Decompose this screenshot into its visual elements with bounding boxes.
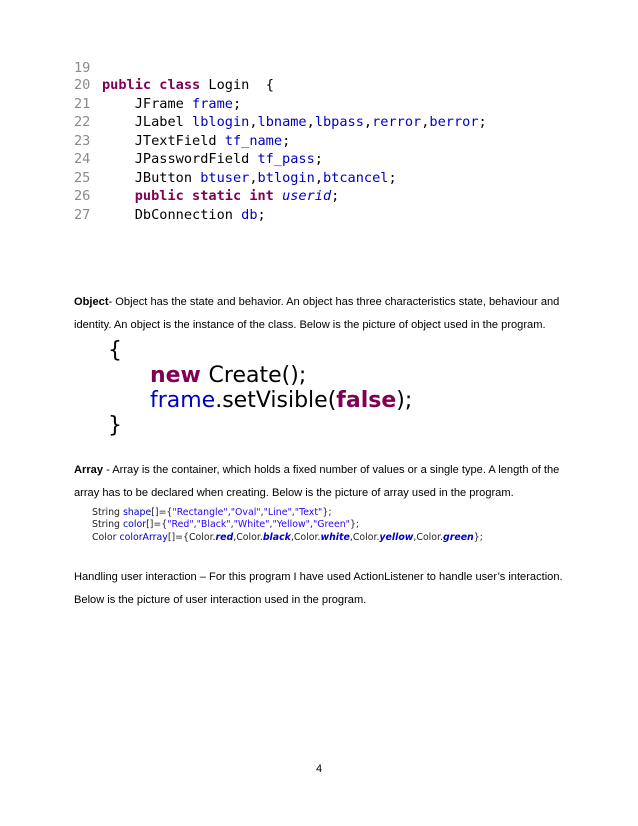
code-token: userid: [282, 188, 332, 204]
code-line: [108, 388, 412, 413]
object-heading: Object: [74, 296, 109, 308]
line-number: 21: [74, 95, 91, 112]
code-token: btuser: [200, 169, 250, 186]
object-paragraph: [74, 291, 574, 337]
code-token: yellow: [379, 531, 414, 543]
code-line: [74, 150, 487, 169]
code-line: [74, 169, 487, 188]
line-number: 24: [74, 151, 91, 167]
code-token: black: [262, 531, 291, 543]
code-snippet-array: [92, 507, 483, 544]
line-number: 23: [74, 132, 91, 149]
interaction-paragraph: [74, 566, 574, 612]
code-token: ,: [269, 519, 273, 531]
code-token: "Rectangle": [172, 507, 228, 518]
array-text: - Array is the container, which holds a fixed number of values or a single type. A length of the array has to be declared when creating. Below is the picture of array used in the program.: [74, 464, 560, 499]
code-snippet-object: [108, 338, 412, 438]
code-token: ,: [306, 114, 315, 130]
code-line: [92, 507, 483, 519]
code-token: "Line": [263, 507, 292, 518]
code-token: white: [320, 531, 350, 543]
code-token: rerror: [372, 114, 422, 130]
code-token: ,Color.: [349, 531, 380, 543]
code-line: [74, 187, 487, 206]
code-line: [74, 76, 487, 95]
code-token: ,Color.: [413, 531, 443, 543]
object-text: - Object has the state and behavior. An object has three characteristics state, behaviour and identity. An object is the instance of the class. Below is the picture of object used in the program.: [74, 296, 560, 331]
code-token: lbname: [257, 114, 307, 130]
code-line: [74, 206, 487, 225]
code-token: "Red": [167, 519, 194, 531]
code-token: ,: [363, 114, 373, 130]
code-token: ;: [331, 188, 340, 204]
code-token: ;: [388, 169, 397, 186]
code-token: db: [241, 206, 258, 223]
code-token: ;: [478, 114, 487, 130]
code-token: "Green": [312, 519, 350, 531]
code-token: shape: [122, 507, 152, 518]
code-token: tf_name: [224, 132, 283, 149]
code-token: ,Color.: [290, 531, 321, 543]
code-token: ,: [193, 519, 197, 531]
code-token: red: [215, 531, 234, 543]
line-number: 25: [74, 169, 91, 186]
code-lines: [92, 507, 483, 544]
code-token: "Black": [196, 519, 231, 531]
code-lines: [108, 338, 412, 438]
code-token: lbpass: [314, 114, 364, 130]
code-token: ,Color.: [233, 531, 263, 543]
code-token: public class: [102, 77, 209, 93]
code-token: green: [443, 531, 474, 543]
code-token: JTextField: [102, 132, 225, 149]
array-heading: Array: [74, 464, 103, 476]
code-line: [92, 532, 483, 544]
code-token: frame: [192, 95, 233, 112]
code-token: ,: [291, 507, 295, 518]
code-token: []={Color.: [167, 531, 216, 543]
code-token: "Oval": [230, 507, 261, 518]
code-token: btcancel: [323, 169, 389, 186]
code-token: Login {: [208, 77, 274, 93]
array-paragraph: [74, 459, 574, 505]
code-line: [74, 132, 487, 151]
code-token: new: [149, 363, 209, 388]
code-token: JButton: [102, 169, 201, 186]
code-token: ,: [227, 507, 231, 518]
code-token: frame: [149, 388, 216, 413]
code-line: [92, 519, 483, 531]
code-token: ;: [257, 206, 266, 223]
code-token: "White": [233, 519, 270, 531]
code-token: colorArray: [119, 531, 168, 543]
interaction-text: Handling user interaction – For this program I have used ActionListener to handle user’s interaction. Below is the picture of user interaction used in the program.: [74, 571, 563, 606]
code-token: [108, 363, 150, 388]
code-token: ,: [421, 114, 430, 130]
line-number: 22: [74, 114, 91, 130]
code-token: [108, 388, 150, 413]
code-token: Create();: [208, 363, 307, 388]
code-token: ,: [314, 169, 323, 186]
code-token: "Text": [294, 507, 323, 518]
cut-line-number: 19: [74, 62, 91, 74]
code-token: "Yellow": [272, 519, 310, 531]
line-number: 27: [74, 206, 91, 223]
code-token: ;: [232, 95, 242, 112]
code-token: public static int: [102, 188, 283, 204]
code-token: JFrame: [102, 95, 193, 112]
code-token: lblogin: [192, 114, 250, 130]
code-token: };: [349, 519, 360, 531]
code-token: ,: [230, 519, 234, 531]
code-line: [108, 363, 412, 388]
code-token: DbConnection: [102, 206, 242, 223]
code-token: ,: [249, 114, 258, 130]
code-token: ;: [314, 151, 323, 167]
code-token: ,: [249, 169, 258, 186]
code-token: );: [396, 388, 413, 413]
code-line: [74, 95, 487, 114]
code-line: [108, 338, 412, 363]
code-line: [74, 113, 487, 132]
code-token: }: [108, 413, 122, 438]
code-token: ,: [309, 519, 313, 531]
code-token: String: [92, 519, 123, 531]
code-token: []={: [151, 507, 173, 518]
code-token: tf_pass: [257, 151, 315, 167]
code-lines: [74, 76, 487, 224]
code-token: []={: [146, 519, 168, 531]
code-token: false: [336, 388, 397, 413]
line-number: 26: [74, 188, 91, 204]
code-token: color: [122, 519, 147, 531]
code-token: };: [473, 531, 483, 543]
code-snippet-login-class: [74, 62, 487, 224]
line-number: 20: [74, 77, 91, 93]
code-token: {: [108, 338, 122, 363]
page-number: 4: [315, 763, 323, 775]
code-token: JPasswordField: [102, 151, 258, 167]
code-token: .setVisible(: [215, 388, 337, 413]
code-line: [108, 413, 412, 438]
code-token: JLabel: [102, 114, 193, 130]
code-token: String: [92, 507, 123, 518]
code-token: Color: [92, 531, 120, 543]
code-token: btlogin: [257, 169, 315, 186]
code-token: berror: [429, 114, 479, 130]
code-token: };: [322, 507, 332, 518]
code-token: ,: [260, 507, 264, 518]
code-token: ;: [282, 132, 291, 149]
